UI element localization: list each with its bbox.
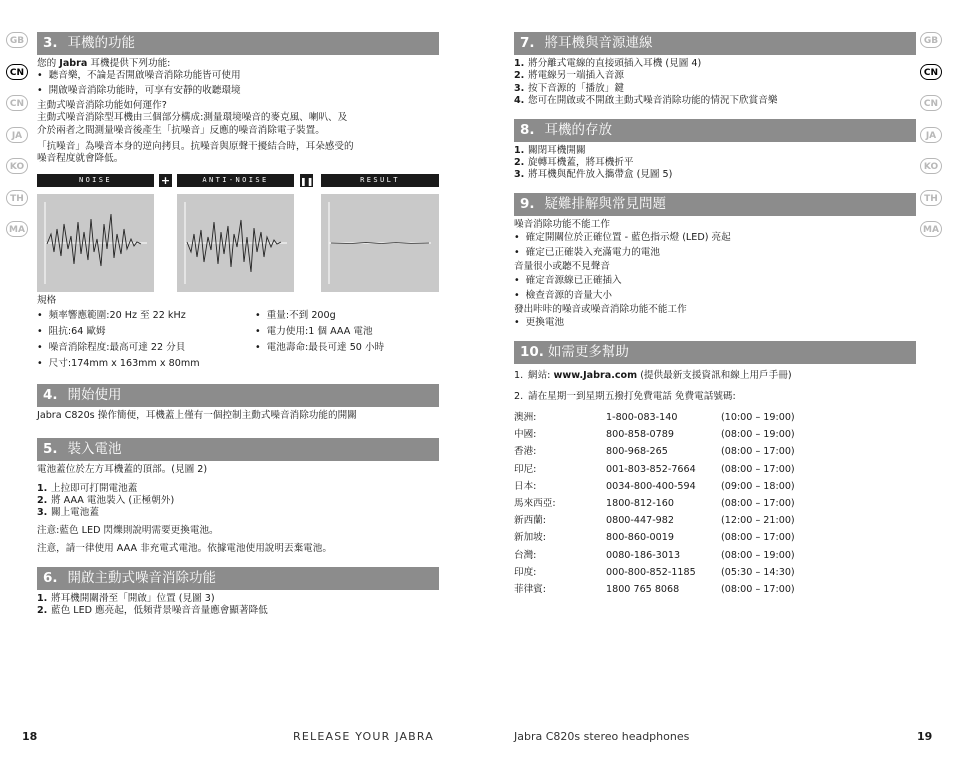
faq-q3: 發出咔咔的噪音或噪音消除功能不能工作 xyxy=(514,303,687,315)
lang-tab-ma[interactable]: MA xyxy=(920,221,942,237)
list-item: 4. 您可在開啟或不開啟主動式噪音消除功能的情況下欣賞音樂 xyxy=(514,95,778,107)
section-8-steps xyxy=(514,145,916,182)
list-item: • 阻抗:64 歐姆 xyxy=(37,324,200,340)
contact-phone: 0034-800-400-594 xyxy=(606,480,696,492)
table-row xyxy=(514,581,916,598)
table-row xyxy=(514,443,916,460)
section-3-question: 主動式噪音消除功能如何運作? xyxy=(37,99,167,111)
list-item: 3. 按下音源的「播放」鍵 xyxy=(514,82,624,94)
faq-q2-bullets xyxy=(514,274,916,304)
section-3-bullets xyxy=(37,70,439,98)
language-tabs-right xyxy=(920,32,946,253)
contact-phone: 800-860-0019 xyxy=(606,532,674,544)
lang-tab-ja[interactable]: JA xyxy=(6,127,28,143)
table-row xyxy=(514,426,916,443)
list-item: 2. 旋轉耳機蓋，將耳機折平 xyxy=(514,157,634,169)
list-item: • 聽音樂，不論是否開啟噪音消除功能皆可使用 xyxy=(37,70,439,82)
list-item: • 尺寸:174mm x 163mm x 80mm xyxy=(37,356,200,372)
section-3-para1a: 主動式噪音消除型耳機由三個部分構成:測量環境噪音的麥克風、喇叭、及 xyxy=(37,112,348,124)
contact-region: 印度: xyxy=(514,566,537,578)
footer-tagline: RELEASE YOUR JABRA xyxy=(293,730,435,743)
contact-region: 台灣: xyxy=(514,549,537,561)
contact-phone: 800-858-0789 xyxy=(606,429,674,441)
section-6-steps xyxy=(37,593,439,618)
contact-hours: (08:00 – 17:00) xyxy=(721,446,795,458)
list-item: • 重量:不到 200g xyxy=(255,308,384,324)
list-item: 1. 上拉即可打開電池蓋 xyxy=(37,482,138,494)
language-tabs-left xyxy=(6,32,32,253)
noise-label: NOISE xyxy=(37,174,154,187)
contacts-table xyxy=(514,409,916,598)
contact-hours: (09:00 – 18:00) xyxy=(721,480,795,492)
list-item: • 開啟噪音消除功能時，可享有安靜的收聽環境 xyxy=(37,83,439,99)
list-item: • 頻率響應範圍:20 Hz 至 22 kHz xyxy=(37,308,200,324)
lang-tab-th[interactable]: TH xyxy=(6,190,28,206)
contact-region: 中國: xyxy=(514,429,537,441)
noise-waveform xyxy=(37,194,154,292)
lang-tab-gb[interactable]: GB xyxy=(920,32,942,48)
section-5-note2: 注意，請一律使用 AAA 非充電式電池。依據電池使用說明丟棄電池。 xyxy=(37,543,332,555)
section-3-intro: 您的 Jabra 耳機提供下列功能: xyxy=(37,58,171,69)
section-9-header: 9. 疑難排解與常見問題 xyxy=(514,193,916,216)
right-column xyxy=(514,32,916,598)
list-item: 1. 關閉耳機開關 xyxy=(514,144,586,156)
specs-title: 規格 xyxy=(37,294,57,306)
list-item: • 確定音源線已正確插入 xyxy=(514,274,916,288)
footer-product: Jabra C820s stereo headphones xyxy=(514,730,690,743)
list-item: • 噪音消除程度:最高可達 22 分貝 xyxy=(37,340,200,356)
section-7-header: 7. 將耳機與音源連線 xyxy=(514,32,916,55)
list-item: 2. 藍色 LED 應亮起，低頻背景噪音音量應會顯著降低 xyxy=(37,605,268,617)
equals-icon: ❚❚ xyxy=(300,174,313,187)
section-4-header: 4. 開始使用 xyxy=(37,384,439,407)
lang-tab-cn-active[interactable]: CN xyxy=(920,64,942,80)
section-3-para2b: 噪音程度就會降低。 xyxy=(37,153,124,165)
faq-q3-bullets xyxy=(514,316,916,330)
anti-noise-label: ANTI-NOISE xyxy=(177,174,294,187)
section-4-body: Jabra C820s 操作簡便，耳機蓋上僅有一個控制主動式噪音消除功能的開關 xyxy=(37,409,357,421)
section-5-note1: 注意:藍色 LED 閃爍則說明需要更換電池。 xyxy=(37,524,219,536)
section-5-header: 5. 裝入電池 xyxy=(37,438,439,461)
anti-noise-wave-icon xyxy=(177,194,294,292)
section-10-header: 10. 如需更多幫助 xyxy=(514,341,916,364)
noise-cancel-figure xyxy=(37,174,439,294)
table-row xyxy=(514,512,916,529)
contact-region: 新西蘭: xyxy=(514,515,547,527)
section-7-steps xyxy=(514,58,916,108)
list-item: 2. 將電線另一端插入音源 xyxy=(514,70,624,82)
lang-tab-cn-active[interactable]: CN xyxy=(6,64,28,80)
section-3-header: 3. 耳機的功能 xyxy=(37,32,439,55)
contact-hours: (10:00 – 19:00) xyxy=(721,412,795,424)
result-label: RESULT xyxy=(321,174,439,187)
contact-region: 香港: xyxy=(514,446,537,458)
faq-q2: 音量很小或聽不見聲音 xyxy=(514,261,610,273)
faq-q1-bullets xyxy=(514,231,916,261)
page-number-left: 18 xyxy=(22,730,38,743)
lang-tab-ko[interactable]: KO xyxy=(920,158,942,174)
contact-phone: 800-968-265 xyxy=(606,446,668,458)
specs-col2 xyxy=(255,308,384,356)
jabra-link[interactable]: www.Jabra.com xyxy=(553,370,638,382)
contact-hours: (05:30 – 14:30) xyxy=(721,566,795,578)
contact-phone: 001-803-852-7664 xyxy=(606,463,696,475)
contact-phone: 1-800-083-140 xyxy=(606,412,678,424)
contact-region: 印尼: xyxy=(514,463,537,475)
lang-tab-ja[interactable]: JA xyxy=(920,127,942,143)
section-8-header: 8. 耳機的存放 xyxy=(514,119,916,142)
list-item: • 確定已正確裝入充滿電力的電池 xyxy=(514,245,916,261)
list-item: 1. 將分離式電線的直接頭插入耳機 (見圖 4) xyxy=(514,58,702,69)
list-item: • 確定開關位於正確位置 - 藍色指示燈 (LED) 亮起 xyxy=(514,231,916,245)
anti-noise-waveform xyxy=(177,194,294,292)
list-item: 1. 將耳機開關滑至「開啟」位置 (見圖 3) xyxy=(37,592,215,604)
list-item: • 檢查音源的音量大小 xyxy=(514,288,916,304)
specs-block xyxy=(37,294,439,382)
contact-hours: (08:00 – 17:00) xyxy=(721,463,795,475)
contact-hours: (08:00 – 19:00) xyxy=(721,549,795,561)
page-number-right: 19 xyxy=(917,730,933,743)
contact-hours: (12:00 – 21:00) xyxy=(721,515,795,527)
contact-phone: 1800-812-160 xyxy=(606,498,674,509)
contact-hours: (08:00 – 19:00) xyxy=(721,429,795,441)
section-5-intro: 電池蓋位於左方耳機蓋的頂部。(見圖 2) xyxy=(37,464,208,476)
lang-tab-ko[interactable]: KO xyxy=(6,158,28,174)
contact-hours: (08:00 – 17:00) xyxy=(721,498,795,509)
lang-tab-ma[interactable]: MA xyxy=(6,221,28,237)
contact-hours: (08:00 – 17:00) xyxy=(721,583,795,595)
specs-col1 xyxy=(37,308,200,372)
list-item: • 更換電池 xyxy=(514,316,916,330)
list-item: 3. 關上電池蓋 xyxy=(37,507,99,519)
section-6-header: 6. 開啟主動式噪音消除功能 xyxy=(37,567,439,590)
lang-tab-cn[interactable]: CN xyxy=(920,95,942,111)
left-column xyxy=(37,32,439,618)
table-row xyxy=(514,564,916,581)
contact-region: 澳洲: xyxy=(514,412,537,424)
lang-tab-th[interactable]: TH xyxy=(920,190,942,206)
table-row xyxy=(514,547,916,564)
plus-icon: + xyxy=(160,173,171,187)
table-row xyxy=(514,529,916,546)
contact-hours: (08:00 – 17:00) xyxy=(721,532,795,544)
list-item: 2. 將 AAA 電池裝入 (正極朝外) xyxy=(37,495,175,507)
contact-region: 菲律賓: xyxy=(514,583,547,595)
table-row xyxy=(514,409,916,426)
contact-phone: 0800-447-982 xyxy=(606,515,674,527)
noise-wave-icon xyxy=(37,194,154,292)
contact-phone: 0080-186-3013 xyxy=(606,549,681,561)
help-phone-intro: 2. 請在星期一到星期五撥打免費電話 免費電話號碼: xyxy=(514,391,736,403)
table-row xyxy=(514,478,916,495)
lang-tab-cn[interactable]: CN xyxy=(6,95,28,111)
section-3-para1b: 介於兩者之間測量噪音後產生「抗噪音」反應的噪音消除電子裝置。 xyxy=(37,124,325,136)
table-row xyxy=(514,461,916,478)
contact-region: 新加坡: xyxy=(514,532,547,544)
result-wave-icon xyxy=(321,194,439,292)
table-row xyxy=(514,495,916,512)
contact-phone: 000-800-852-1185 xyxy=(606,566,696,578)
lang-tab-gb[interactable]: GB xyxy=(6,32,28,48)
contact-region: 日本: xyxy=(514,480,537,492)
contact-region: 馬來西亞: xyxy=(514,498,556,509)
faq-q1: 噪音消除功能不能工作 xyxy=(514,218,610,230)
help-website: 1. 網站: www.Jabra.com (提供最新支援資訊和線上用戶手冊) xyxy=(514,370,792,382)
section-5-steps xyxy=(37,483,439,520)
list-item: • 電力使用:1 個 AAA 電池 xyxy=(255,324,384,340)
right-page xyxy=(477,0,954,768)
result-waveform xyxy=(321,194,439,292)
list-item: 3. 將耳機與配件放入攜帶盒 (見圖 5) xyxy=(514,169,673,181)
list-item: • 電池壽命:最長可達 50 小時 xyxy=(255,340,384,356)
contact-phone: 1800 765 8068 xyxy=(606,583,680,595)
section-3-para2a: 「抗噪音」為噪音本身的逆向拷貝。抗噪音與原聲干擾結合時，耳朵感受的 xyxy=(37,141,354,153)
